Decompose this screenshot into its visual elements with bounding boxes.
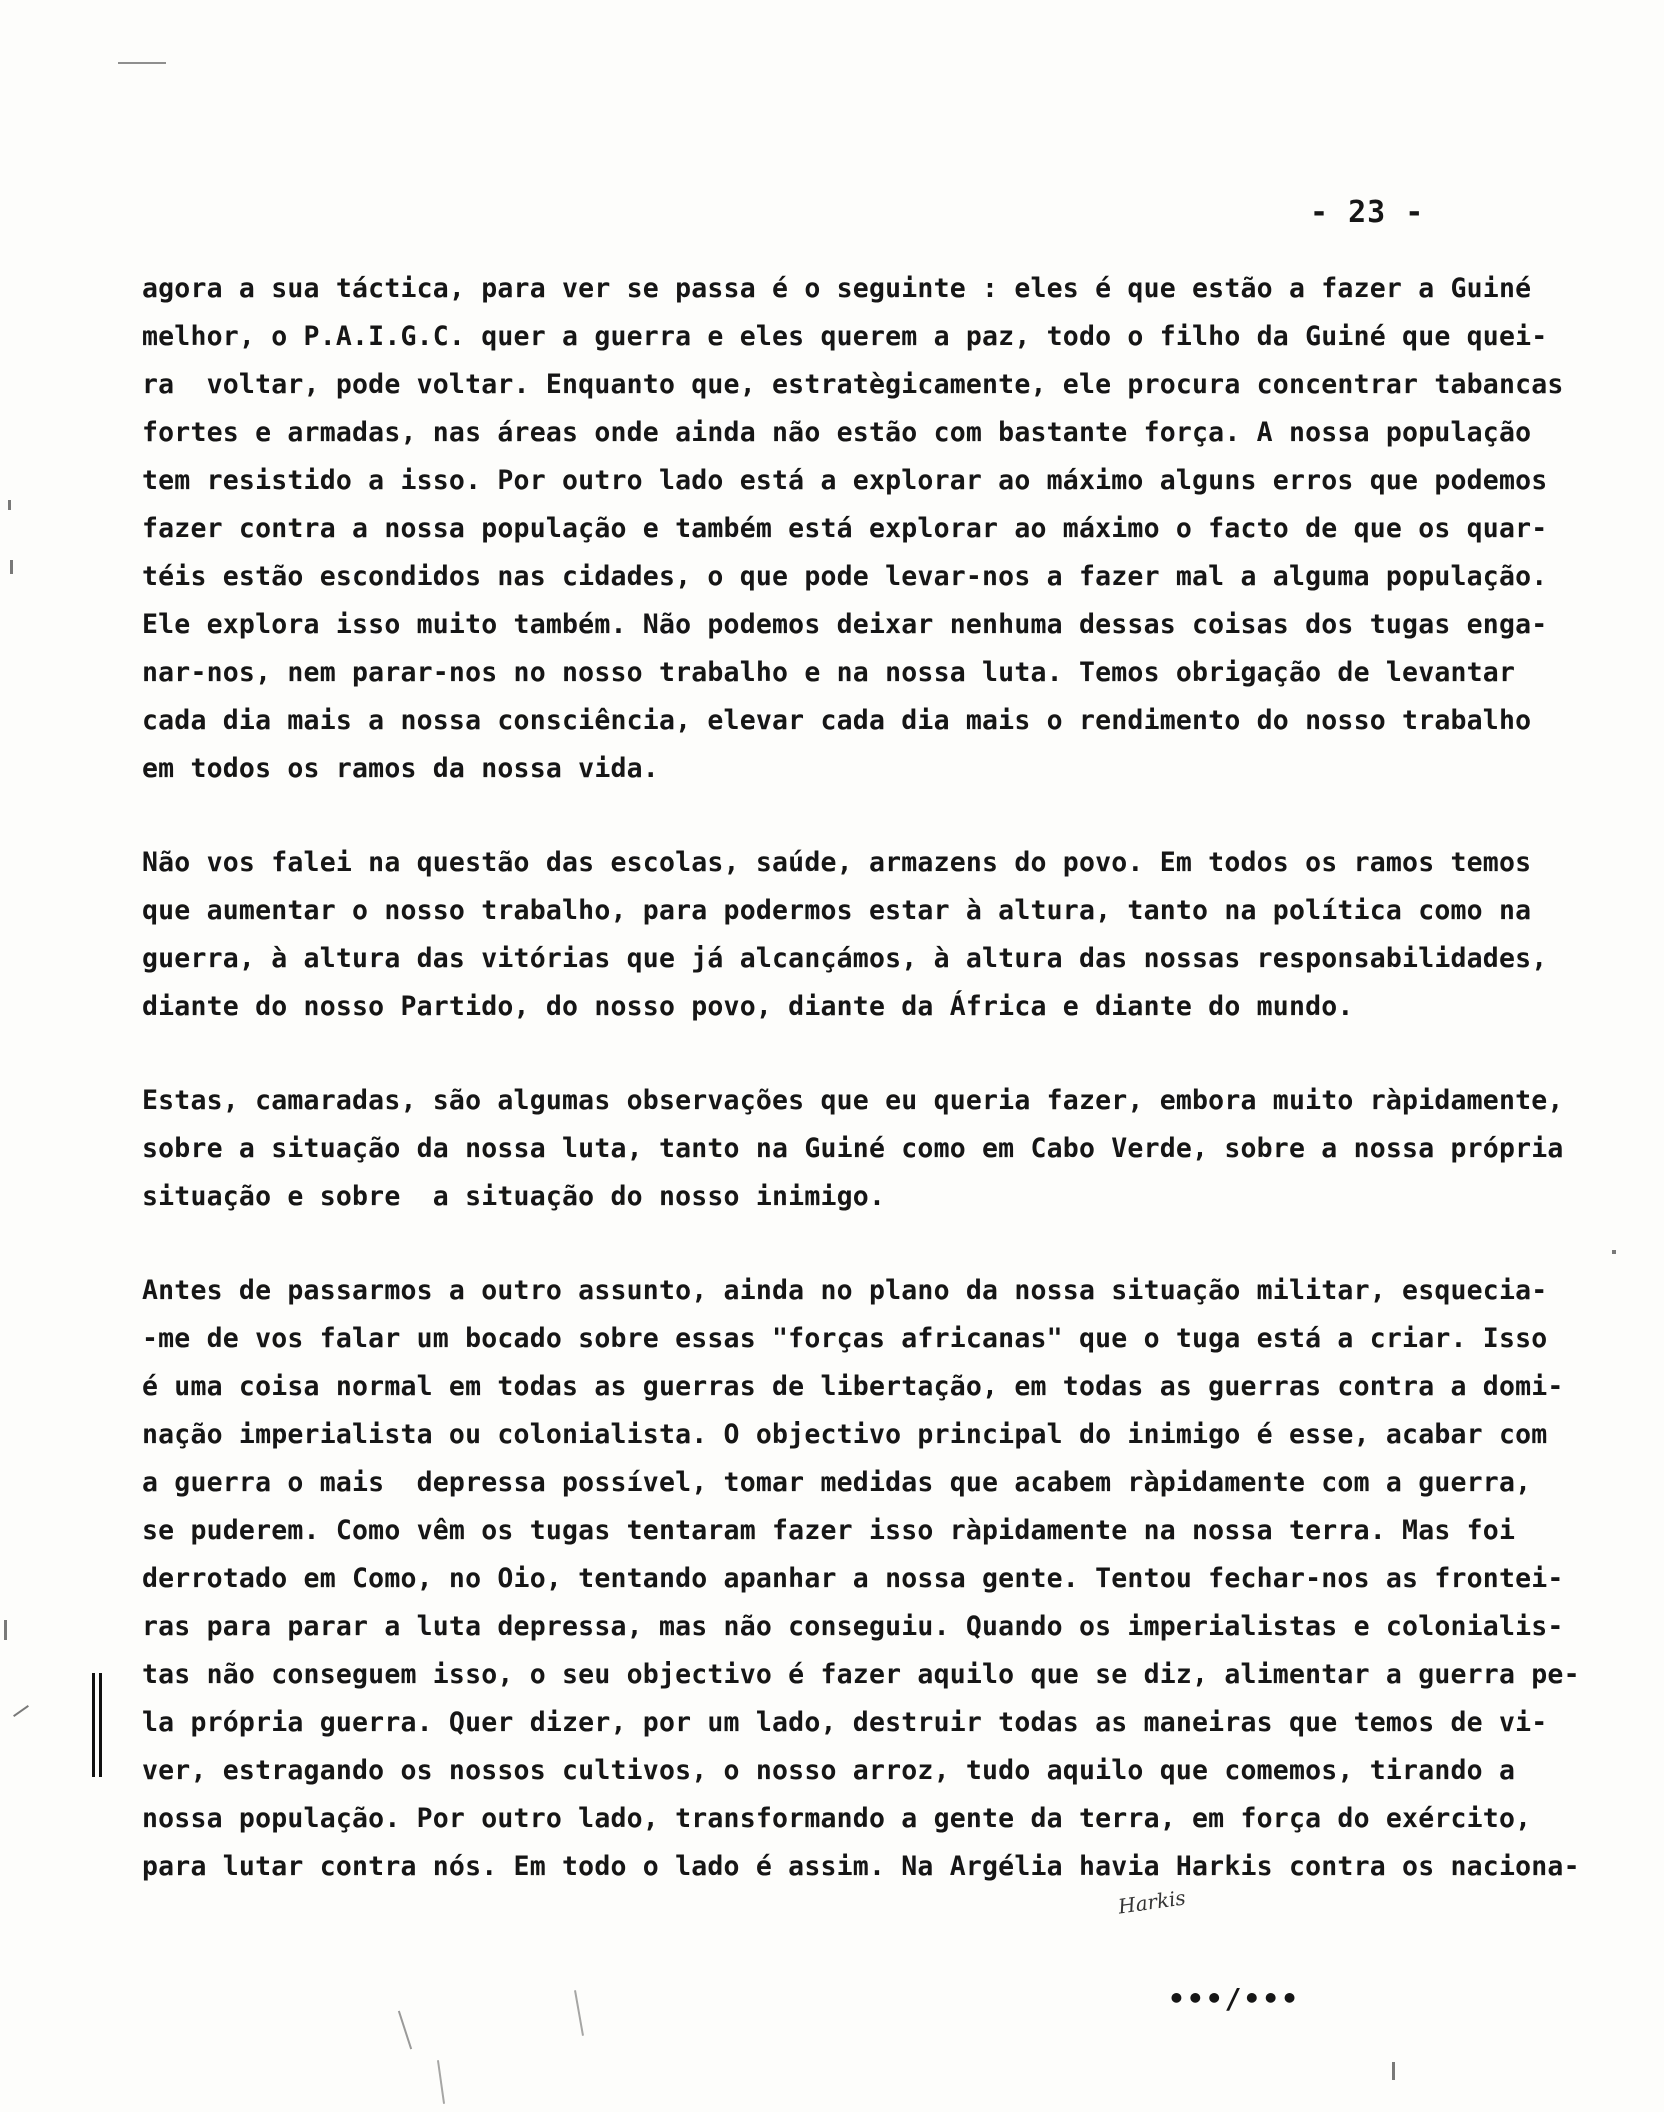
text-line: a guerra o mais depressa possível, tomar medidas que acabem ràpidamente com a guerra, — [142, 1467, 1532, 1498]
paragraph-4 — [142, 1267, 1580, 1891]
scan-mark-left-4 — [13, 1705, 29, 1717]
margin-bar — [99, 1673, 102, 1777]
text-line: la própria guerra. Quer dizer, por um lado, destruir todas as maneiras que temos de vi- — [142, 1707, 1548, 1738]
page-number: - 23 - — [1310, 195, 1425, 230]
text-line: nossa população. Por outro lado, transformando a gente da terra, em força do exército, — [142, 1803, 1532, 1834]
continuation-marker: •••/••• — [1168, 1982, 1301, 2015]
text-line: ras para parar a luta depressa, mas não conseguiu. Quando os imperialistas e colonialis- — [142, 1611, 1564, 1642]
text-line: que aumentar o nosso trabalho, para podermos estar à altura, tanto na política como na — [142, 895, 1532, 926]
scan-mark-bottom-2 — [574, 1990, 584, 2036]
paragraph-3 — [142, 1077, 1564, 1221]
margin-bar — [92, 1673, 95, 1777]
text-line: nar-nos, nem parar-nos no nosso trabalho e na nossa luta. Temos obrigação de levantar — [142, 657, 1516, 688]
text-line: ver, estragando os nossos cultivos, o nosso arroz, tudo aquilo que comemos, tirando a — [142, 1755, 1516, 1786]
scan-mark-bottom-1 — [398, 2011, 412, 2050]
text-line: é uma coisa normal em todas as guerras de libertação, em todas as guerras contra a domi- — [142, 1371, 1564, 1402]
text-line: agora a sua táctica, para ver se passa é o seguinte : eles é que estão a fazer a Guiné — [142, 273, 1532, 304]
scan-mark-left-1 — [8, 500, 11, 510]
margin-marker-bars — [92, 1673, 106, 1777]
scan-mark-left-2 — [10, 560, 13, 574]
text-line: se puderem. Como vêm os tugas tentaram fazer isso ràpidamente na nossa terra. Mas foi — [142, 1515, 1516, 1546]
text-line: nação imperialista ou colonialista. O objectivo principal do inimigo é esse, acabar com — [142, 1419, 1548, 1450]
scan-mark-right — [1612, 1250, 1616, 1254]
text-line: tem resistido a isso. Por outro lado está a explorar ao máximo alguns erros que podemos — [142, 465, 1548, 496]
text-line: téis estão escondidos nas cidades, o que pode levar-nos a fazer mal a alguma população. — [142, 561, 1548, 592]
scan-mark-top — [118, 62, 166, 64]
text-line: em todos os ramos da nossa vida. — [142, 753, 659, 784]
scan-mark-bottom-3 — [437, 2060, 445, 2104]
text-line: derrotado em Como, no Oio, tentando apanhar a nossa gente. Tentou fechar-nos as frontei- — [142, 1563, 1564, 1594]
text-line: tas não conseguem isso, o seu objectivo é fazer aquilo que se diz, alimentar a guerra pe- — [142, 1659, 1580, 1690]
text-line: situação e sobre a situação do nosso inimigo. — [142, 1181, 886, 1212]
handwritten-annotation: Harkis — [1116, 1885, 1188, 1919]
text-line: ra voltar, pode voltar. Enquanto que, estratègicamente, ele procura concentrar tabancas — [142, 369, 1564, 400]
text-line: sobre a situação da nossa luta, tanto na Guiné como em Cabo Verde, sobre a nossa própria — [142, 1133, 1564, 1164]
text-line: guerra, à altura das vitórias que já alcançámos, à altura das nossas responsabilidades, — [142, 943, 1548, 974]
text-line: cada dia mais a nossa consciência, elevar cada dia mais o rendimento do nosso trabalho — [142, 705, 1532, 736]
text-line: para lutar contra nós. Em todo o lado é assim. Na Argélia havia Harkis contra os naciona- — [142, 1851, 1580, 1882]
text-line: diante do nosso Partido, do nosso povo, diante da África e diante do mundo. — [142, 991, 1354, 1022]
text-line: fortes e armadas, nas áreas onde ainda não estão com bastante força. A nossa população — [142, 417, 1532, 448]
text-line: melhor, o P.A.I.G.C. quer a guerra e eles querem a paz, todo o filho da Guiné que quei- — [142, 321, 1548, 352]
text-line: -me de vos falar um bocado sobre essas "forças africanas" que o tuga está a criar. Isso — [142, 1323, 1548, 1354]
text-line: Estas, camaradas, são algumas observações que eu queria fazer, embora muito ràpidamente, — [142, 1085, 1564, 1116]
body-text — [142, 265, 1580, 1891]
paragraph-2 — [142, 839, 1548, 1031]
text-line: Não vos falei na questão das escolas, saúde, armazens do povo. Em todos os ramos temos — [142, 847, 1532, 878]
scan-mark-left-3 — [4, 1620, 7, 1640]
text-line: Antes de passarmos a outro assunto, ainda no plano da nossa situação militar, esquecia- — [142, 1275, 1548, 1306]
scan-mark-bottom-4 — [1392, 2062, 1395, 2080]
paragraph-1 — [142, 265, 1564, 793]
text-line: fazer contra a nossa população e também está explorar ao máximo o facto de que os quar- — [142, 513, 1548, 544]
text-line: Ele explora isso muito também. Não podemos deixar nenhuma dessas coisas dos tugas enga- — [142, 609, 1548, 640]
